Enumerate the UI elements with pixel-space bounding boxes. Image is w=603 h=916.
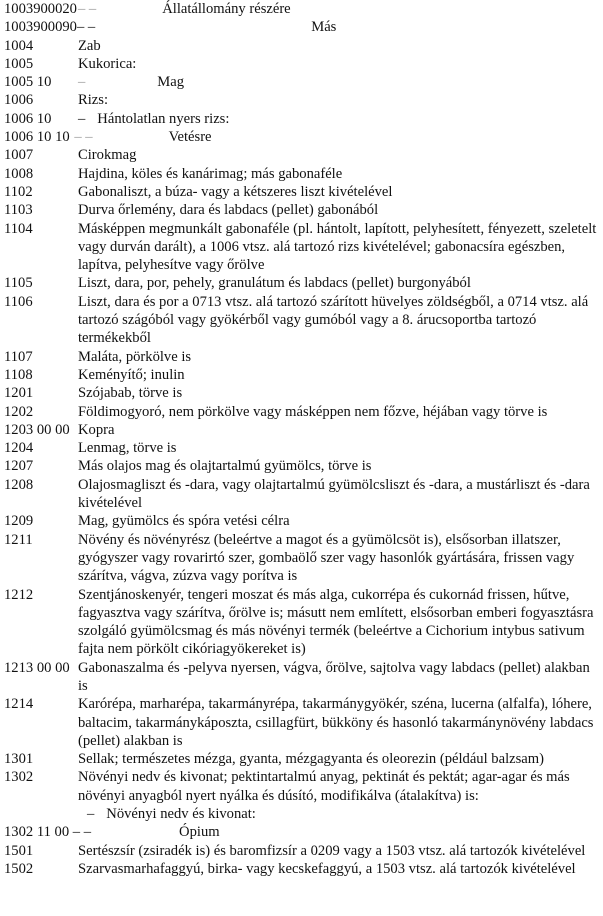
tariff-description <box>78 768 601 823</box>
tariff-description: – Mag <box>78 74 185 91</box>
tariff-description: Keményítő; inulin <box>78 366 185 383</box>
tariff-row <box>4 0 601 18</box>
tariff-description: Durva őrlemény, dara és labdacs (pellet) gabonából <box>78 202 379 219</box>
tariff-subheading: – Növényi nedv és kivonat: <box>87 806 256 823</box>
tariff-code: 1003900090– – <box>4 19 96 36</box>
tariff-row <box>4 37 601 55</box>
tariff-description: Szarvasmarhafaggyú, birka- vagy kecskefaggyú, a 1503 vtsz. alá tartozók kivételével <box>78 860 576 877</box>
tariff-row <box>4 55 601 73</box>
tariff-code: 1007 <box>4 147 34 164</box>
tariff-row <box>4 348 601 366</box>
tariff-row <box>4 183 601 201</box>
tariff-code: 1302 11 00 – – <box>4 824 92 841</box>
tariff-row <box>4 860 601 878</box>
tariff-code: 1302 <box>4 769 34 786</box>
tariff-row <box>4 512 601 530</box>
tariff-code: 1005 10 <box>4 74 52 91</box>
tariff-code: 1209 <box>4 513 34 530</box>
tariff-description: Lenmag, törve is <box>78 440 177 457</box>
tariff-description: Rizs: <box>78 92 108 109</box>
tariff-description: Kukorica: <box>78 55 137 72</box>
tariff-row <box>4 586 601 659</box>
tariff-description: Maláta, pörkölve is <box>78 348 192 365</box>
tariff-code: 1006 <box>4 92 34 109</box>
tariff-code: 1211 <box>4 531 33 548</box>
tariff-row <box>4 110 601 128</box>
tariff-description: Földimogyoró, nem pörkölve vagy másképpen nem főzve, héjában vagy törve is <box>78 403 548 420</box>
tariff-code: 1108 <box>4 366 33 383</box>
tariff-code: 1301 <box>4 751 34 768</box>
tariff-row <box>4 823 601 841</box>
tariff-row <box>4 165 601 183</box>
tariff-description: Sellak; természetes mézga, gyanta, mézgagyanta és oleorezin (például balzsam) <box>78 751 544 768</box>
tariff-row <box>4 274 601 292</box>
tariff-description: Liszt, dara, por, pehely, granulátum és labdacs (pellet) burgonyából <box>78 275 471 292</box>
tariff-code: 1004 <box>4 37 34 54</box>
tariff-description: Másképpen megmunkált gabonaféle (pl. hántolt, lapított, pelyhesített, fényezett, szeletelt vagy durván darált), a 1006 vtsz. alá tartozó rizs kivételével; gabonacsíra egészben, lapítva, pelyhesítve vagy őrölve <box>78 220 597 274</box>
tariff-row <box>4 293 601 348</box>
tariff-description: Cirokmag <box>78 147 137 164</box>
tariff-code: 1204 <box>4 440 34 457</box>
tariff-code: 1213 00 00 <box>4 659 70 676</box>
tariff-code: 1102 <box>4 183 33 200</box>
tariff-code: 1103 <box>4 202 33 219</box>
tariff-row <box>4 476 601 513</box>
tariff-row <box>4 220 601 275</box>
tariff-description: Gabonaszalma és -pelyva nyersen, vágva, őrölve, sajtolva vagy labdacs (pellet) alakban is <box>78 659 590 694</box>
tariff-row <box>4 421 601 439</box>
tariff-description: Zab <box>78 37 101 54</box>
tariff-description: Mag, gyümölcs és spóra vetési célra <box>78 513 290 530</box>
tariff-code: 1212 <box>4 586 34 603</box>
tariff-code: 1502 <box>4 860 34 877</box>
tariff-description: Karórépa, marharépa, takarmányrépa, takarmánygyökér, széna, lucerna (alfalfa), lóhere, baltacim, takarmánykáposzta, csillagfürt, bükköny és hasonló takarmánynövény labdacs (pellet) alakban is <box>78 696 594 749</box>
tariff-row <box>4 750 601 768</box>
tariff-description: Kopra <box>78 421 115 438</box>
tariff-row <box>4 384 601 402</box>
tariff-code: 1006 10 <box>4 110 52 127</box>
tariff-code: 1105 <box>4 275 33 292</box>
tariff-code: 1104 <box>4 220 33 237</box>
tariff-code: 1005 <box>4 55 34 72</box>
tariff-code: 1008 <box>4 165 34 182</box>
tariff-code: 1106 <box>4 293 33 310</box>
tariff-description: Ópium <box>179 824 220 841</box>
tariff-code: 1501 <box>4 842 34 859</box>
tariff-description: Gabonaliszt, a búza- vagy a kétszeres liszt kivételével <box>78 183 393 200</box>
tariff-row <box>4 128 601 146</box>
tariff-row <box>4 695 601 750</box>
tariff-description: Szentjánoskenyér, tengeri moszat és más alga, cukorrépa és cukornád frissen, hűtve, fagyasztva vagy szárítva, őrölve is; másutt nem említett, elsősorban emberi fogyasztásra szolgáló gyümölcsmag és más növényi termék (beleértve a Cichorium intybus sativum fajta nem pörkölt cikóriagyökereket is) <box>78 586 594 658</box>
tariff-description: Más <box>311 19 337 36</box>
tariff-code: 1201 <box>4 385 34 402</box>
tariff-description: Más olajos mag és olajtartalmú gyümölcs, törve is <box>78 458 372 475</box>
tariff-code: 1006 10 10 – – <box>4 129 93 146</box>
tariff-row <box>4 73 601 91</box>
tariff-code: 1202 <box>4 403 34 420</box>
tariff-code: 1203 00 00 <box>4 421 70 438</box>
tariff-description: Olajosmagliszt és -dara, vagy olajtartalmú gyümölcsliszt és -dara, a mustárliszt és -dara kivételével <box>78 476 590 512</box>
tariff-description: Szójabab, törve is <box>78 385 183 402</box>
tariff-description: Liszt, dara és por a 0713 vtsz. alá tartozó szárított hüvelyes zöldségből, a 0714 vtsz. alá tartozó szágóból vagy gyökérből vagy gumóból vagy a 8. árucsoportba tartozó termékekből <box>78 293 589 347</box>
tariff-code: 1207 <box>4 458 34 475</box>
tariff-row <box>4 403 601 421</box>
tariff-description: Hajdina, köles és kanárimag; más gabonaféle <box>78 165 343 182</box>
tariff-description: – Hántolatlan nyers rizs: <box>78 110 230 127</box>
tariff-description: Vetésre <box>168 129 212 146</box>
tariff-description: Sertészsír (zsiradék is) és baromfizsír a 0209 vagy a 1503 vtsz. alá tartozók kivételével <box>78 842 586 859</box>
document-body <box>4 0 601 878</box>
tariff-row <box>4 457 601 475</box>
tariff-row <box>4 146 601 164</box>
tariff-row <box>4 659 601 696</box>
tariff-code: 1003900020– – <box>4 1 97 17</box>
tariff-description: Növény és növényrész (beleértve a magot és a gyümölcsöt is), elsősorban illatszer, gyógyszer vagy rovarirtó szer, gombaölő szer vagy hasonlók gyártására, frissen vagy szárítva, vágva, zúzva vagy porítva is <box>78 531 575 585</box>
tariff-row <box>4 439 601 457</box>
tariff-row <box>4 201 601 219</box>
tariff-description: Állatállomány részére <box>162 1 291 17</box>
tariff-description-text: Növényi nedv és kivonat; pektintartalmú anyag, pektinát és pektát; agar-agar és más növényi anyagból nyert nyálka és dúsító, modifikálva (átalakítva) is: <box>78 769 570 804</box>
tariff-code: 1107 <box>4 348 33 365</box>
tariff-code: 1208 <box>4 476 34 493</box>
tariff-code: 1214 <box>4 696 34 713</box>
tariff-row <box>4 842 601 860</box>
tariff-row <box>4 18 601 36</box>
tariff-row <box>4 531 601 586</box>
tariff-row <box>4 91 601 109</box>
tariff-row <box>4 366 601 384</box>
tariff-row <box>4 768 601 823</box>
